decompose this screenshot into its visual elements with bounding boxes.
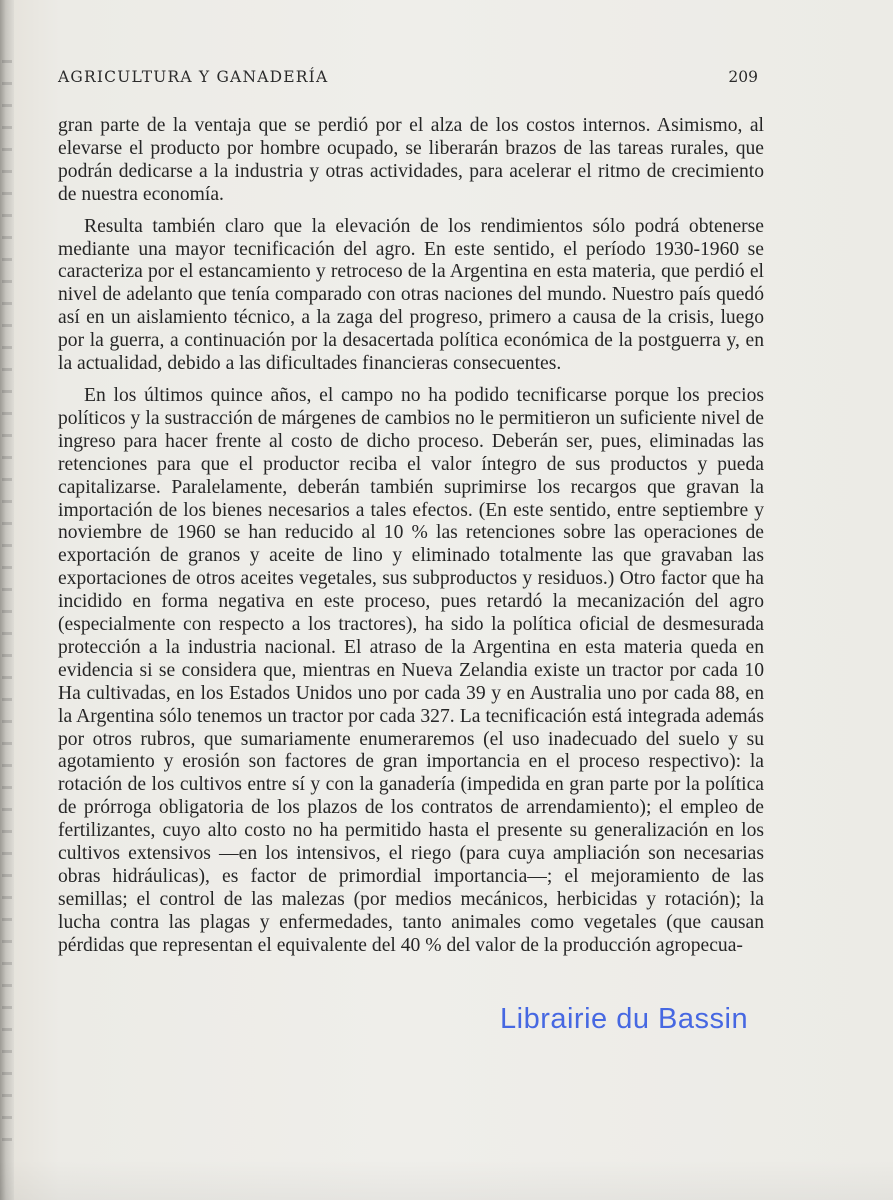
body-text xyxy=(58,115,764,967)
paragraph-2: Resulta también claro que la elevación de los rendimientos sólo podrá obtenerse mediante una mayor tecnificación del agro. En este sentido, el período 1930-1960 se caracteriza por el estancamiento y retroceso de la Argentina en esta materia, que perdió el nivel de adelanto que tenía comparado con otras naciones del mundo. Nuestro país quedó así en un aislamiento técnico, a la zaga del progreso, primero a causa de la crisis, luego por la guerra, a continuación por la desacertada política económica de la postguerra y, en la actualidad, debido a las dificultades financieras consecuentes. xyxy=(58,215,764,375)
book-spine-edge xyxy=(0,0,14,1200)
running-title: AGRICULTURA Y GANADERÍA xyxy=(58,68,329,86)
paragraph-1: gran parte de la ventaja que se perdió por el alza de los costos internos. Asimismo, al elevarse el producto por hombre ocupado, se liberarán brazos de las tareas rurales, que podrán dedicarse a la industria y otras actividades, para acelerar el ritmo de crecimiento de nuestra economía. xyxy=(58,115,764,205)
paragraph-3: En los últimos quince años, el campo no ha podido tecnificarse porque los precios políticos y la sustracción de márgenes de cambios no le permitieron un suficiente nivel de ingreso para hacer frente al costo de dicho proceso. Deberán ser, pues, eliminadas las retenciones para que el productor reciba el valor íntegro de sus productos y pueda capitalizarse. Paralelamente, deberán también suprimirse los recargos que gravan la importación de los bienes necesarios a tales efectos. (En este sentido, entre septiembre y noviembre de 1960 se han reducido al 10 % las retenciones sobre las operaciones de exportación de granos y aceite de lino y eliminado totalmente las que gravaban las exportaciones de otros aceites vegetales, sus subproductos y residuos.) Otro factor que ha incidido en forma negativa en este proceso, pues retardó la mecanización del agro (especialmente con respecto a los tractores), ha sido la política oficial de desmesurada protección a la industria nacional. El atraso de la Argentina en esta materia queda en evidencia si se considera que, mientras en Nueva Zelandia existe un tractor por cada 10 Ha cultivadas, en los Estados Unidos uno por cada 39 y en Australia uno por cada 88, en la Argentina sólo tenemos un tractor por cada 327. La tecnificación está integrada además por otros rubros, que sumariamente enumeraremos (el uso inadecuado del suelo y su agotamiento y erosión son factores de gran importancia en el proceso respectivo): la rotación de los cultivos entre sí y con la ganadería (impedida en gran parte por la política de prórroga obligatoria de los plazos de los contratos de arrendamiento); el empleo de fertilizantes, cuyo alto costo no ha permitido hasta el presente su generalización en los cultivos extensivos —en los intensivos, el riego (para cuya ampliación son necesarias obras hidráulicas), es factor de primordial importancia—; el mejoramiento de las semillas; el control de las malezas (por medios mecánicos, herbicidas y rotación); la lucha contra las plagas y enfermedades, tanto animales como vegetales (que causan pérdidas que representan el equivalente del 40 % del valor de la producción agropecua- xyxy=(58,384,764,956)
page-bottom-shadow xyxy=(0,1160,893,1200)
previous-page-edge xyxy=(2,60,12,1160)
seller-watermark: Librairie du Bassin xyxy=(500,1003,749,1035)
running-head xyxy=(58,68,758,90)
page-number: 209 xyxy=(728,68,758,86)
